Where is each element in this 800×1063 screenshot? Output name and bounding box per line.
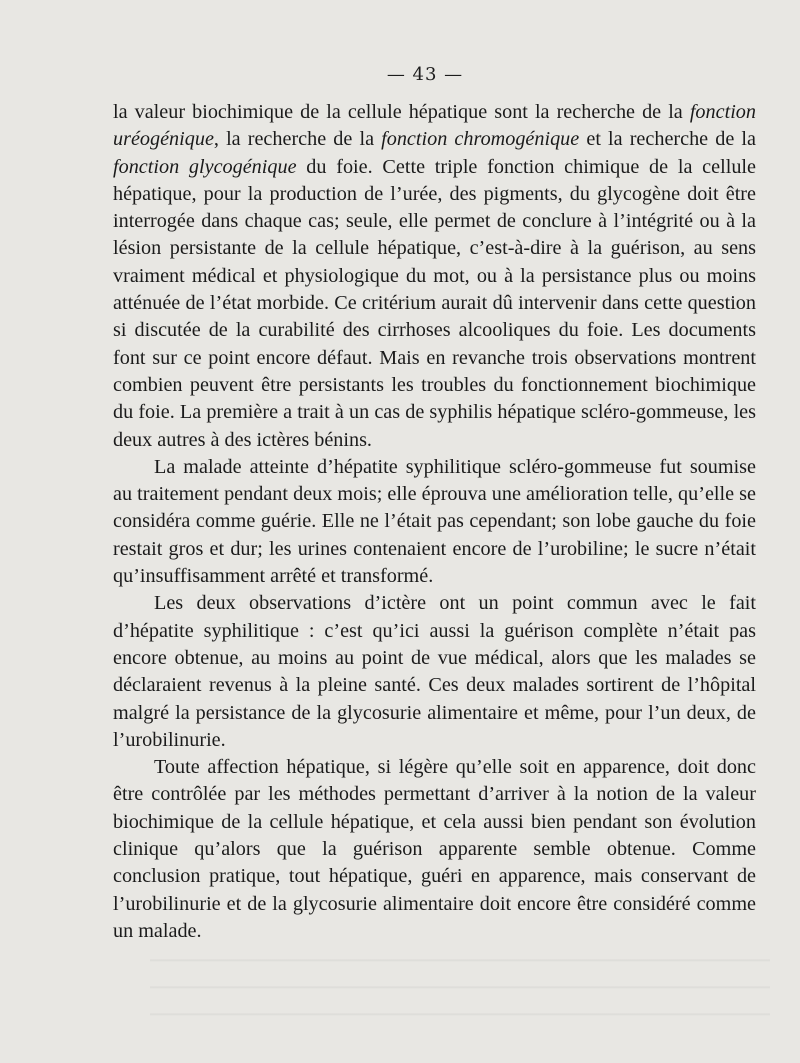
body-text [113,99,756,945]
paragraph-1 [113,99,756,454]
text-segment: la valeur biochimique de la cellule hépatique sont la recherche de la [113,101,690,123]
text-segment: Les deux observations d’ictère ont un point commun avec le fait d’hépatite syphilitique : c’est qu’ici aussi la guérison complète n’était pas encore obtenue, au moins au point de vue médical, alors que les malades se déclaraient revenus à la pleine santé. Ces deux malades sortirent de l’hôpital malgré la persistance de la glycosurie alimentaire et même, pour l’un deux, de l’urobilinurie. [113,592,756,751]
text-segment: La malade atteinte d’hépatite syphilitique scléro-gommeuse fut soumise au traitement pendant deux mois; elle éprouva une amélioration telle, qu’elle se considéra comme guérie. Elle ne l’était pas cependant; son lobe gauche du foie restait gros et dur; les urines contenaient encore de l’urobiline; le sucre n’était qu’insuffisamment arrêté et transformé. [113,455,756,588]
text-segment: , la recherche de la [213,128,382,151]
paragraph-4 [113,754,756,945]
italic-term: fonction chromogénique [381,128,580,151]
text-segment: Toute affection hépatique, si légère qu’elle soit en apparence, doit donc être contrôlée par les méthodes permettant d’arriver à la notion de la valeur biochimique de la cellule hépatique, et cela aussi bien pendant son évolution clinique qu’alors que la guérison apparente semble obtenue. Comme conclusion pratique, tout hépatique, guéri en apparence, mais conservant de l’urobilinurie et de la glycosurie alimentaire doit encore être considéré comme un malade. [113,756,756,942]
italic-term: fonction uréogénique [113,101,756,151]
page-number: — 43 — [386,64,464,85]
paragraph-3 [113,590,756,754]
text-segment: du foie. Cette triple fonction chimique de la cellule hépatique, pour la production de l’urée, des pigments, du glycogène doit être interrogée dans chaque cas; seule, elle permet de conclure à l’intégrité ou à la lésion persistante de la cellule hépatique, c’est-à-dire à la guérison, au sens vraiment médical et physiologique du mot, ou à la persistance plus ou moins atténuée de l’état morbide. Ce critérium aurait dû intervenir dans cette question si discutée de la curabilité des cirrhoses alcooliques du foie. Les documents font sur ce point encore défaut. Mais en revanche trois observations montrent combien peuvent être persistants les troubles du fonctionnement biochimique du foie. La première a trait à un cas de syphilis hépatique scléro-gommeuse, les deux autres à des ictères bénins. [113,155,756,451]
italic-term: fonction glycogénique [113,155,297,178]
show-through-texture [150,945,770,1035]
text-segment: et la recherche de la [579,128,756,151]
paragraph-2 [113,454,756,590]
